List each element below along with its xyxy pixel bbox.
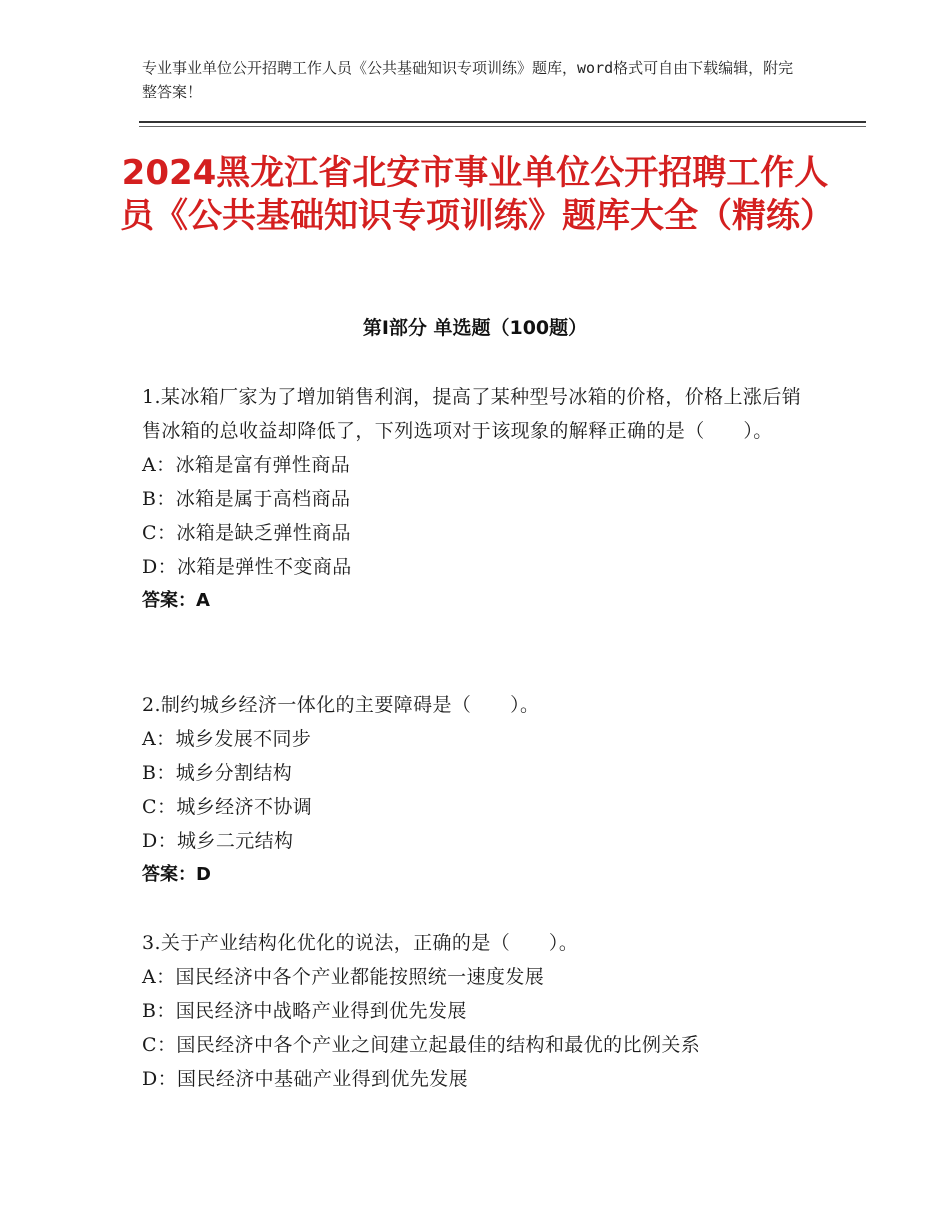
question-2 — [142, 688, 810, 892]
header-divider-thin — [139, 126, 866, 127]
option-d: D：国民经济中基础产业得到优先发展 — [142, 1068, 469, 1090]
answer: 答案：A — [142, 590, 210, 611]
option-a: A：国民经济中各个产业都能按照统一速度发展 — [142, 966, 545, 988]
option-d: D：城乡二元结构 — [142, 830, 294, 852]
question-3 — [142, 926, 810, 1096]
question-stem: 3.关于产业结构化优化的说法，正确的是（ ）。 — [142, 932, 579, 954]
question-1 — [142, 380, 810, 618]
option-d: D：冰箱是弹性不变商品 — [142, 556, 352, 578]
answer: 答案：D — [142, 864, 211, 885]
question-stem: 1.某冰箱厂家为了增加销售利润，提高了某种型号冰箱的价格，价格上涨后销售冰箱的总收益却降低了，下列选项对于该现象的解释正确的是（ ）。 — [142, 386, 802, 442]
header-divider-thick — [139, 121, 866, 123]
option-c: C：冰箱是缺乏弹性商品 — [142, 522, 351, 544]
option-c: C：国民经济中各个产业之间建立起最佳的结构和最优的比例关系 — [142, 1034, 701, 1056]
section-title: 第Ⅰ部分 单选题（100题） — [362, 317, 588, 339]
option-b: B：冰箱是属于高档商品 — [142, 488, 351, 510]
option-a: A：城乡发展不同步 — [142, 728, 312, 750]
option-c: C：城乡经济不协调 — [142, 796, 313, 818]
document-title: 2024黑龙江省北安市事业单位公开招聘工作人员《公共基础知识专项训练》题库大全（精练） — [120, 153, 834, 236]
question-stem: 2.制约城乡经济一体化的主要障碍是（ ）。 — [142, 694, 540, 716]
option-b: B：城乡分割结构 — [142, 762, 293, 784]
option-b: B：国民经济中战略产业得到优先发展 — [142, 1000, 467, 1022]
header-note: 专业事业单位公开招聘工作人员《公共基础知识专项训练》题库，word格式可自由下载编辑，附完整答案！ — [142, 59, 794, 101]
option-a: A：冰箱是富有弹性商品 — [142, 454, 351, 476]
